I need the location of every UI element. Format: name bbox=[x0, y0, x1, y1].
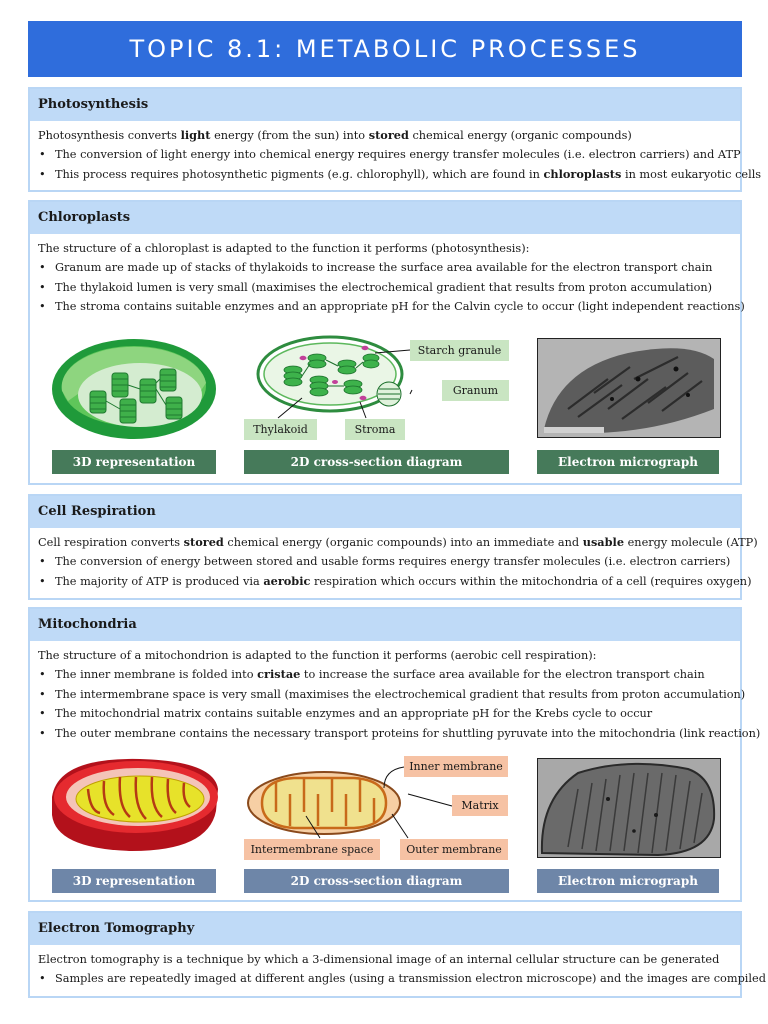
caption-mitochondrion-2d: 2D cross-section diagram bbox=[244, 869, 509, 893]
photosynthesis-intro: Photosynthesis converts light energy (from the sun) into stored chemical energy (organic compounds) bbox=[38, 128, 632, 142]
list-item: • The thylakoid lumen is very small (maximises the electrochemical gradient that results from proton accumulation) bbox=[38, 278, 740, 297]
electron-tomography-heading: Electron Tomography bbox=[30, 913, 740, 945]
photosynthesis-heading: Photosynthesis bbox=[30, 89, 740, 121]
caption-mitochondrion-3d: 3D representation bbox=[52, 869, 216, 893]
list-item: • Granum are made up of stacks of thylakoids to increase the surface area available for the electron transport chain bbox=[38, 258, 740, 277]
label-outer-membrane: Outer membrane bbox=[400, 839, 508, 860]
caption-chloroplast-micrograph: Electron micrograph bbox=[537, 450, 719, 474]
list-item: • The conversion of light energy into chemical energy requires energy transfer molecules (i.e. electron carriers) and ATP bbox=[38, 145, 740, 164]
photosynthesis-panel bbox=[28, 87, 762, 192]
cell-respiration-panel bbox=[28, 494, 758, 600]
label-thylakoid: Thylakoid bbox=[244, 419, 317, 440]
list-item: • Samples are repeatedly imaged at different angles (using a transmission electron microscope) and the images are compiled bbox=[38, 969, 740, 988]
list-item: • The outer membrane contains the necessary transport proteins for shuttling pyruvate into the mitochondria (link reaction) bbox=[38, 724, 740, 743]
chloroplasts-intro: The structure of a chloroplast is adapted to the function it performs (photosynthesis): bbox=[38, 242, 530, 255]
mitochondria-heading: Mitochondria bbox=[30, 609, 740, 641]
electron-tomography-intro: Electron tomography is a technique by which a 3-dimensional image of an internal cellular structure can be generated bbox=[38, 953, 720, 966]
caption-mitochondrion-micrograph: Electron micrograph bbox=[537, 869, 719, 893]
list-item: • The inner membrane is folded into cristae to increase the surface area available for the electron transport chain bbox=[38, 665, 740, 684]
list-item: • The majority of ATP is produced via aerobic respiration which occurs within the mitochondria of a cell (requires oxygen) bbox=[38, 572, 740, 591]
chloroplasts-heading: Chloroplasts bbox=[30, 202, 740, 234]
mitochondrion-micrograph bbox=[537, 758, 721, 858]
chloroplast-3d-illustration bbox=[48, 333, 220, 445]
list-item: • This process requires photosynthetic pigments (e.g. chlorophyll), which are found in chloroplasts in most eukaryotic cells bbox=[38, 165, 740, 184]
page-title: TOPIC 8.1: METABOLIC PROCESSES bbox=[28, 21, 742, 77]
cell-respiration-intro: Cell respiration converts stored chemical energy (organic compounds) into an immediate and usable energy molecule (ATP) bbox=[38, 535, 758, 549]
label-stroma: Stroma bbox=[345, 419, 405, 440]
list-item: • The intermembrane space is very small (maximises the electrochemical gradient that results from proton accumulation) bbox=[38, 685, 740, 704]
caption-chloroplast-2d: 2D cross-section diagram bbox=[244, 450, 509, 474]
cell-respiration-heading: Cell Respiration bbox=[30, 496, 740, 528]
list-item: • The conversion of energy between stored and usable forms requires energy transfer molecules (i.e. electron carriers) bbox=[38, 552, 740, 571]
mitochondria-intro: The structure of a mitochondrion is adapted to the function it performs (aerobic cell respiration): bbox=[38, 649, 597, 662]
label-starch-granule: Starch granule bbox=[410, 340, 509, 361]
label-inner-membrane: Inner membrane bbox=[404, 756, 508, 777]
label-matrix: Matrix bbox=[452, 795, 508, 816]
label-granum: Granum bbox=[442, 380, 509, 401]
mitochondrion-3d-illustration bbox=[48, 755, 223, 855]
label-intermembrane-space: Intermembrane space bbox=[244, 839, 380, 860]
list-item: • The mitochondrial matrix contains suitable enzymes and an appropriate pH for the Krebs cycle to occur bbox=[38, 704, 740, 723]
chloroplast-micrograph bbox=[537, 338, 721, 438]
list-item: • The stroma contains suitable enzymes and an appropriate pH for the Calvin cycle to occur (light independent reactions) bbox=[38, 297, 740, 316]
electron-tomography-panel bbox=[28, 911, 766, 998]
caption-chloroplast-3d: 3D representation bbox=[52, 450, 216, 474]
